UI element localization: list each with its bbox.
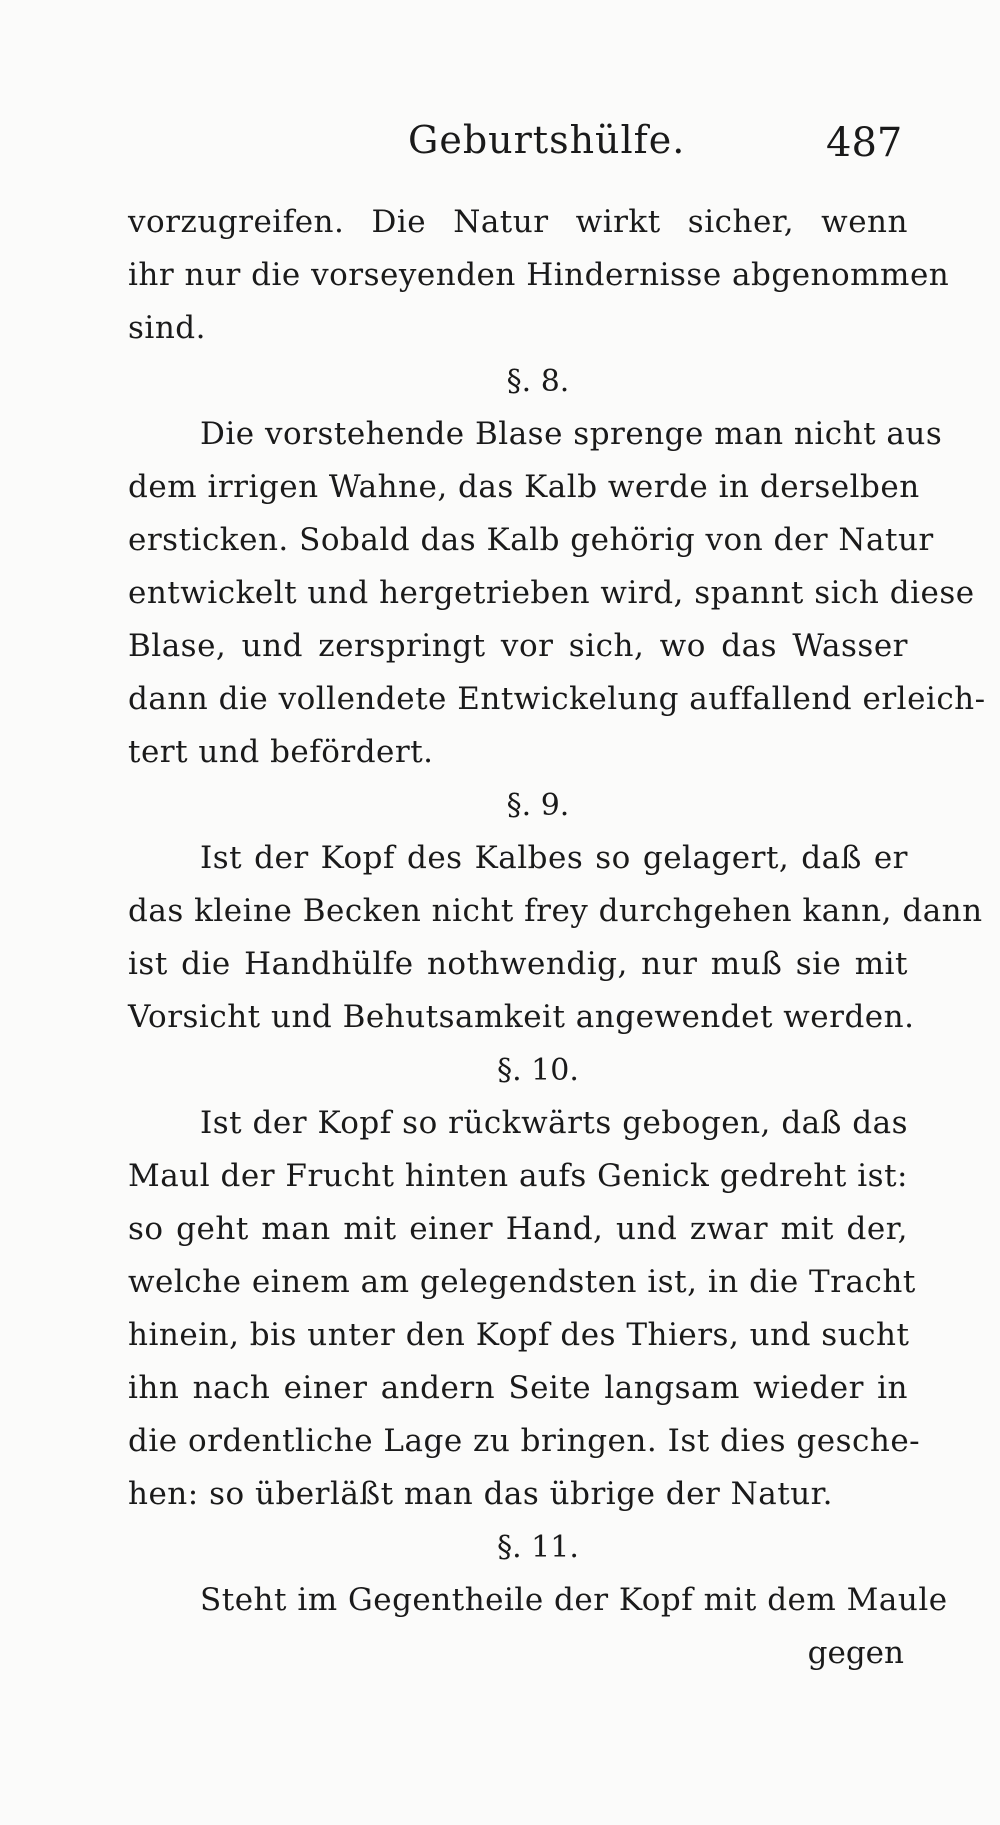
text-line: sind.	[128, 310, 206, 346]
section-10-paragraph	[128, 1097, 921, 1521]
text-line: Die vorstehende Blase sprenge man nicht aus	[200, 416, 943, 452]
section-heading-8: §. 8.	[506, 364, 570, 399]
text-line: entwickelt und hergetrieben wird, spannt sich diese	[128, 575, 975, 611]
text-line: Ist der Kopf des Kalbes so gelagert, daß er	[200, 840, 908, 876]
text-line: ihr nur die vorseyenden Hindernisse abgenommen	[128, 257, 950, 293]
page-header	[0, 118, 1000, 178]
text-line: Vorsicht und Behutsamkeit angewendet werden.	[128, 999, 915, 1035]
section-11-paragraph	[128, 1574, 948, 1627]
section-heading-11: §. 11.	[497, 1530, 579, 1565]
body-text	[128, 196, 986, 1680]
text-line: hinein, bis unter den Kopf des Thiers, und sucht	[128, 1317, 910, 1353]
text-line: ist die Handhülfe nothwendig, nur muß sie mit	[128, 946, 908, 982]
text-line: ihn nach einer andern Seite langsam wieder in	[128, 1370, 908, 1406]
running-head: Geburtshülfe.	[408, 118, 686, 162]
text-line: hen: so überläßt man das übrige der Natur.	[128, 1476, 833, 1512]
text-line: Maul der Frucht hinten aufs Genick gedreht ist:	[128, 1158, 908, 1194]
text-line: Steht im Gegentheile der Kopf mit dem Maule	[200, 1582, 948, 1618]
text-line: dem irrigen Wahne, das Kalb werde in derselben	[128, 469, 920, 505]
text-line: vorzugreifen. Die Natur wirkt sicher, wenn	[128, 204, 908, 240]
section-9-paragraph	[128, 832, 983, 1044]
text-line: ersticken. Sobald das Kalb gehörig von der Natur	[128, 522, 934, 558]
section-8-paragraph	[128, 408, 986, 779]
text-line: so geht man mit einer Hand, und zwar mit der,	[128, 1211, 908, 1247]
paragraph-continued	[128, 196, 950, 355]
text-line: welche einem am gelegendsten ist, in die Tracht	[128, 1264, 916, 1300]
text-line: Blase, und zerspringt vor sich, wo das Wasser	[128, 628, 908, 664]
section-heading-10: §. 10.	[497, 1053, 579, 1088]
page-number: 487	[826, 120, 903, 166]
catchword: gegen	[807, 1635, 904, 1671]
text-line: die ordentliche Lage zu bringen. Ist dies gesche-	[128, 1423, 921, 1459]
text-line: tert und befördert.	[128, 734, 434, 770]
text-line: das kleine Becken nicht frey durchgehen kann, dann	[128, 893, 983, 929]
section-heading-9: §. 9.	[506, 788, 570, 823]
text-line: dann die vollendete Entwickelung auffallend erleich-	[128, 681, 986, 717]
text-line: Ist der Kopf so rückwärts gebogen, daß das	[200, 1105, 908, 1141]
